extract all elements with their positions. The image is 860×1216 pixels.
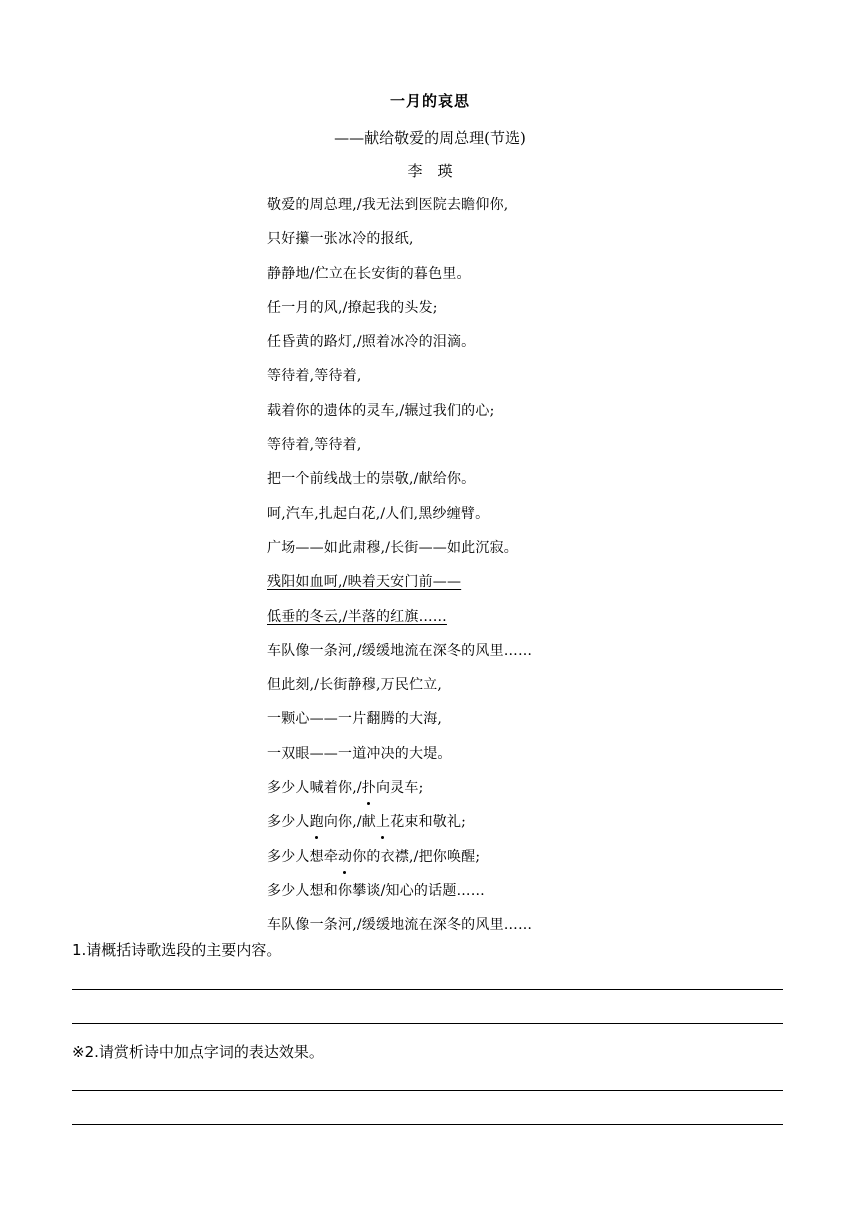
line-text: 你的衣襟,/把你唤醒; <box>352 848 481 865</box>
poem-subtitle: ——献给敬爱的周总理(节选) <box>334 129 526 147</box>
poem-author: 李 瑛 <box>407 162 453 180</box>
poem-line: 等待着,等待着, <box>267 368 362 385</box>
poem-line: 一双眼——一道冲决的大堤。 <box>267 745 452 762</box>
line-text: 花束和敬礼; <box>390 814 467 831</box>
poem-line: 等待着,等待着, <box>267 437 362 454</box>
poem-line: 车队像一条河,/缓缓地流在深冬的风里…… <box>267 917 533 934</box>
answer-line[interactable] <box>72 1023 783 1024</box>
emphasized-word: 献上 <box>361 814 391 831</box>
question-1: 1.请概括诗歌选段的主要内容。 <box>72 941 282 959</box>
question-2: ※2.请赏析诗中加点字词的表达效果。 <box>72 1043 324 1061</box>
underlined-text: 残阳如血呵,/映着天安门前—— <box>267 574 462 591</box>
poem-line: 车队像一条河,/缓缓地流在深冬的风里…… <box>267 642 533 659</box>
emphasized-word: 跑 <box>309 814 324 831</box>
poem-line: 只好攥一张冰冷的报纸, <box>267 231 414 248</box>
poem-body <box>267 192 827 947</box>
poem-line-underlined <box>267 569 827 603</box>
line-text: 多少人 <box>267 814 310 831</box>
answer-line[interactable] <box>72 989 783 990</box>
line-text: 多少人喊着你,/ <box>267 780 362 797</box>
emphasized-word: 扑 <box>361 780 376 797</box>
poem-line: 广场——如此肃穆,/长街——如此沉寂。 <box>267 539 518 556</box>
poem-title: 一月的哀思 <box>389 92 470 110</box>
answer-line[interactable] <box>72 1090 783 1091</box>
line-text: 多少人想 <box>267 848 324 865</box>
poem-line: 载着你的遗体的灵车,/辗过我们的心; <box>267 402 495 419</box>
poem-line: 把一个前线战士的崇敬,/献给你。 <box>267 471 476 488</box>
poem-line-dotted <box>267 775 827 809</box>
line-text: 向灵车; <box>375 780 424 797</box>
poem-line-dotted <box>267 809 827 843</box>
poem-line: 静静地/伫立在长安街的暮色里。 <box>267 265 471 282</box>
line-text: 向你,/ <box>323 814 362 831</box>
emphasized-word: 牵动 <box>323 848 353 865</box>
poem-line-dotted <box>267 844 827 878</box>
poem-line: 呵,汽车,扎起白花,/人们,黑纱缠臂。 <box>267 505 490 522</box>
poem-line: 多少人想和你攀谈/知心的话题…… <box>267 882 485 899</box>
underlined-text: 低垂的冬云,/半落的红旗…… <box>267 608 447 625</box>
poem-line: 任昏黄的路灯,/照着冰冷的泪滴。 <box>267 334 476 351</box>
poem-line: 但此刻,/长街静穆,万民伫立, <box>267 677 443 694</box>
poem-line: 任一月的风,/撩起我的头发; <box>267 299 438 316</box>
poem-line-underlined <box>267 604 827 638</box>
answer-line[interactable] <box>72 1124 783 1125</box>
poem-line: 一颗心——一片翻腾的大海, <box>267 711 443 728</box>
poem-line: 敬爱的周总理,/我无法到医院去瞻仰你, <box>267 197 509 213</box>
